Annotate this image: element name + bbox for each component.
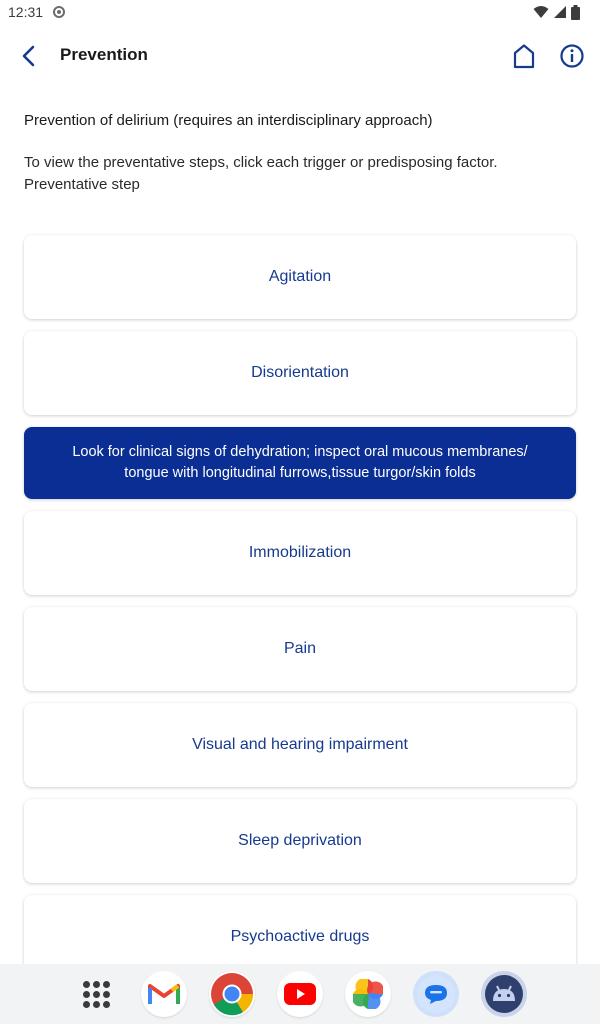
signal-icon (553, 5, 567, 19)
trigger-card-disorientation[interactable] (24, 331, 576, 415)
android-icon (484, 974, 524, 1014)
status-time: 12:31 (8, 4, 44, 20)
messages-app[interactable] (413, 971, 459, 1017)
trigger-label: Psychoactive drugs (230, 928, 370, 945)
instructions-line: To view the preventative steps, click each trigger or predisposing factor. (24, 154, 498, 171)
info-button[interactable] (559, 43, 587, 71)
instructions-text (24, 152, 576, 196)
trigger-label: Pain (283, 640, 317, 657)
home-button[interactable] (511, 43, 539, 71)
wifi-icon (533, 5, 549, 19)
instructions-subline: Preventative step (24, 176, 140, 193)
trigger-label: Disorientation (251, 364, 349, 381)
trigger-label: Agitation (268, 268, 332, 285)
trigger-card-sleep[interactable] (24, 799, 576, 883)
trigger-list (24, 235, 576, 979)
app-drawer-icon (83, 981, 110, 1008)
chrome-app[interactable] (209, 971, 255, 1017)
trigger-card-immobilization[interactable] (24, 511, 576, 595)
photos-app[interactable] (345, 971, 391, 1017)
messages-icon (416, 974, 456, 1014)
gmail-app[interactable] (141, 971, 187, 1017)
trigger-label: Sleep deprivation (238, 832, 362, 849)
trigger-label: Visual and hearing impairment (192, 736, 408, 753)
app-dock (0, 964, 600, 1024)
gmail-icon (148, 982, 180, 1006)
chrome-icon (210, 972, 254, 1016)
app-drawer-button[interactable] (73, 971, 119, 1017)
android-app[interactable] (481, 971, 527, 1017)
trigger-card-visual-hearing[interactable] (24, 703, 576, 787)
trigger-card-dehydration-expanded[interactable] (24, 427, 576, 499)
youtube-icon (284, 983, 316, 1005)
preventative-step-text: Look for clinical signs of dehydration; inspect oral mucous membranes/ tongue with longitudinal furrows,tissue turgor/skin folds (72, 444, 528, 481)
page-title: Prevention (60, 45, 148, 64)
trigger-card-agitation[interactable] (24, 235, 576, 319)
home-icon (511, 43, 537, 69)
notification-dot-icon (53, 6, 65, 18)
trigger-label: Immobilization (248, 544, 352, 561)
info-icon (559, 43, 585, 69)
app-bar (0, 28, 600, 84)
section-heading: Prevention of delirium (requires an interdisciplinary approach) (24, 112, 433, 129)
status-bar (0, 0, 600, 24)
back-button[interactable] (14, 42, 42, 70)
battery-icon (571, 5, 580, 20)
youtube-app[interactable] (277, 971, 323, 1017)
chevron-left-icon (21, 45, 35, 67)
trigger-card-pain[interactable] (24, 607, 576, 691)
photos-icon (351, 977, 385, 1011)
